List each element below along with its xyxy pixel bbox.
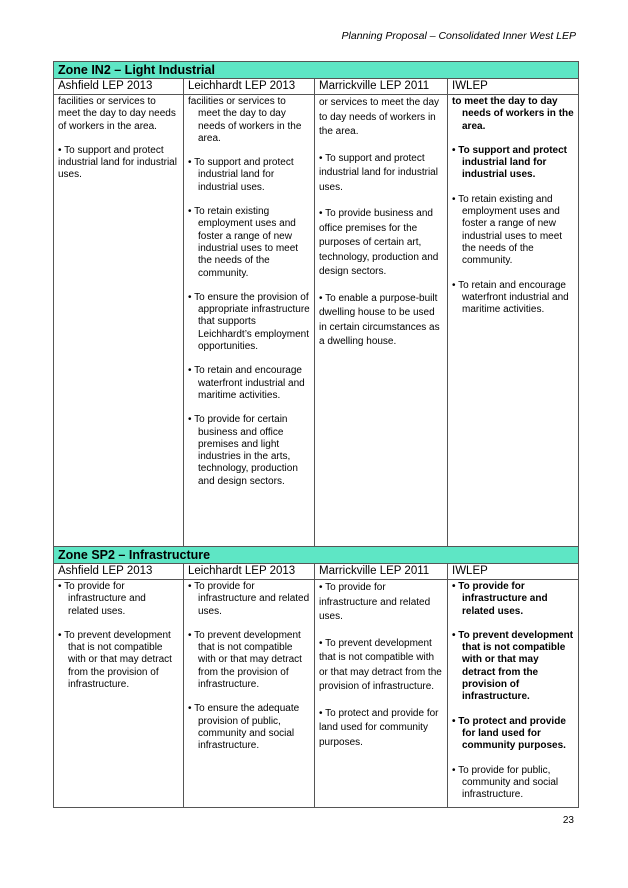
objective-text: • To retain and encourage waterfront industrial and maritime activities. bbox=[188, 365, 305, 401]
objective-text: • To provide for public, community and social infrastructure. bbox=[452, 764, 559, 801]
objective-text: facilities or services to meet the day to day needs of workers in the area. bbox=[188, 96, 302, 144]
column-header-iwlep: IWLEP bbox=[448, 564, 579, 580]
iwlep-cell bbox=[448, 580, 579, 808]
ashfield-cell bbox=[54, 580, 184, 808]
objective-text: • To prevent development that is not compatible with or that may detract from the provision of infrastructure. bbox=[452, 629, 574, 703]
zone-title: Zone IN2 – Light Industrial bbox=[54, 62, 579, 79]
column-header-iwlep: IWLEP bbox=[448, 79, 579, 95]
column-header-ashfield: Ashfield LEP 2013 bbox=[54, 79, 184, 95]
column-header-marrickville: Marrickville LEP 2011 bbox=[315, 564, 448, 580]
leichhardt-cell bbox=[184, 95, 315, 553]
objective-text: • To support and protect industrial land for industrial uses. bbox=[188, 157, 294, 193]
zone-sp2-table bbox=[53, 546, 579, 808]
objective-text: • To provide for infrastructure and related uses. bbox=[319, 582, 431, 622]
iwlep-cell bbox=[448, 95, 579, 553]
objective-text: • To provide for infrastructure and related uses. bbox=[188, 581, 310, 617]
objective-text: • To support and protect industrial land for industrial uses. bbox=[58, 144, 177, 181]
ashfield-cell bbox=[54, 95, 184, 553]
objective-text: • To provide for infrastructure and related uses. bbox=[58, 581, 146, 617]
objective-text: facilities or services to meet the day to day needs of workers in the area. bbox=[58, 96, 176, 132]
objective-text: • To ensure the adequate provision of public, community and social infrastructure. bbox=[188, 703, 300, 752]
objective-text: • To retain and encourage waterfront industrial and maritime activities. bbox=[452, 279, 569, 316]
page-header: Planning Proposal – Consolidated Inner West LEP bbox=[341, 30, 576, 42]
objective-text: • To provide for infrastructure and related uses. bbox=[452, 581, 548, 617]
objective-text: or services to meet the day to day needs of workers in the area. bbox=[319, 97, 440, 137]
column-header-ashfield: Ashfield LEP 2013 bbox=[54, 564, 184, 580]
zone-in2-table bbox=[53, 61, 579, 553]
objective-text: • To retain existing and employment uses and foster a range of new industrial uses to meet the needs of the community. bbox=[452, 193, 563, 267]
objective-text: • To support and protect industrial land for industrial uses. bbox=[319, 152, 438, 193]
zone-title: Zone SP2 – Infrastructure bbox=[54, 547, 579, 564]
objective-text: • To prevent development that is not compatible with or that may detract from the provision of infrastructure. bbox=[58, 629, 172, 691]
page-number: 23 bbox=[562, 815, 574, 826]
leichhardt-cell bbox=[184, 580, 315, 808]
column-header-marrickville: Marrickville LEP 2011 bbox=[315, 79, 448, 95]
column-header-leichhardt: Leichhardt LEP 2013 bbox=[184, 564, 315, 580]
marrickville-cell bbox=[315, 580, 448, 808]
marrickville-cell bbox=[315, 95, 448, 553]
objective-text: • To provide for certain business and office premises and light industries in the arts, technology, production and design sectors. bbox=[188, 414, 298, 487]
objective-text: • To ensure the provision of appropriate infrastructure that supports Leichhardt’s employment opportunities. bbox=[188, 291, 310, 353]
objective-text: • To protect and provide for land used for community purposes. bbox=[452, 715, 566, 752]
objective-text: • To protect and provide for land used for community purposes. bbox=[319, 707, 439, 748]
objective-text: • To provide business and office premises for the purposes of certain art, technology, production and design sectors. bbox=[319, 208, 439, 277]
column-header-leichhardt: Leichhardt LEP 2013 bbox=[184, 79, 315, 95]
objective-text: • To prevent development that is not compatible with or that may detract from the provision of infrastructure. bbox=[188, 629, 302, 691]
objective-text: to meet the day to day needs of workers in the area. bbox=[452, 96, 574, 132]
objective-text: • To prevent development that is not compatible with or that may detract from the provision of infrastructure. bbox=[319, 637, 442, 692]
objective-text: • To support and protect industrial land for industrial uses. bbox=[452, 144, 567, 181]
objective-text: • To enable a purpose-built dwelling house to be used in certain circumstances as a dwelling house. bbox=[319, 292, 440, 347]
objective-text: • To retain existing employment uses and foster a range of new industrial uses to meet the needs of the community. bbox=[188, 206, 299, 279]
